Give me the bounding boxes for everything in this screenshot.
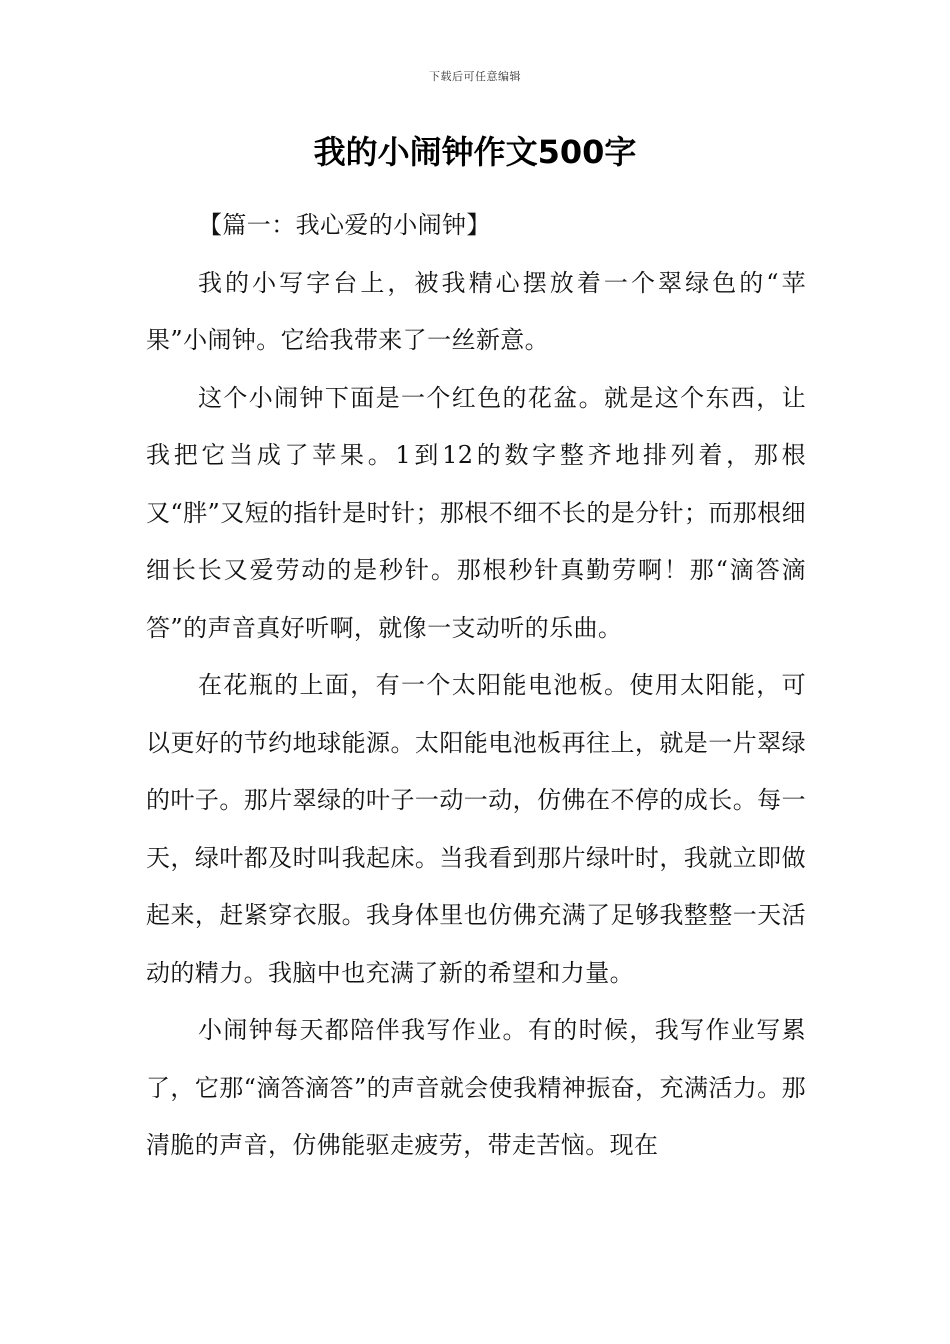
paragraph: 小闹钟每天都陪伴我写作业。有的时候，我写作业写累了，它那“滴答滴答”的声音就会使我精神振奋，充满活力。那清脆的声音，仿佛能驱走疲劳，带走苦恼。现在 xyxy=(146,1016,806,1159)
paragraph: 我的小写字台上，被我精心摆放着一个翠绿色的“苹果”小闹钟。它给我带来了一丝新意。 xyxy=(146,268,806,354)
page-title: 我的小闹钟作文500字 xyxy=(313,133,637,171)
section-heading: 【篇一：我心爱的小闹钟】 xyxy=(198,211,491,239)
header-note: 下载后可任意编辑 xyxy=(429,70,521,83)
article-body xyxy=(146,197,806,1175)
paragraph: 在花瓶的上面，有一个太阳能电池板。使用太阳能，可以更好的节约地球能源。太阳能电池板再往上，就是一片翠绿的叶子。那片翠绿的叶子一动一动，仿佛在不停的成长。每一天，绿叶都及时叫我起床。当我看到那片绿叶时，我就立即做起来，赶紧穿衣服。我身体里也仿佛充满了足够我整整一天活动的精力。我脑中也充满了新的希望和力量。 xyxy=(146,671,806,987)
paragraph: 这个小闹钟下面是一个红色的花盆。就是这个东西，让我把它当成了苹果。1到12的数字整齐地排列着，那根又“胖”又短的指针是时针；那根不细不长的是分针；而那根细细长长又爱劳动的是秒针。那根秒针真勤劳啊！那“滴答滴答”的声音真好听啊，就像一支动听的乐曲。 xyxy=(146,383,806,642)
